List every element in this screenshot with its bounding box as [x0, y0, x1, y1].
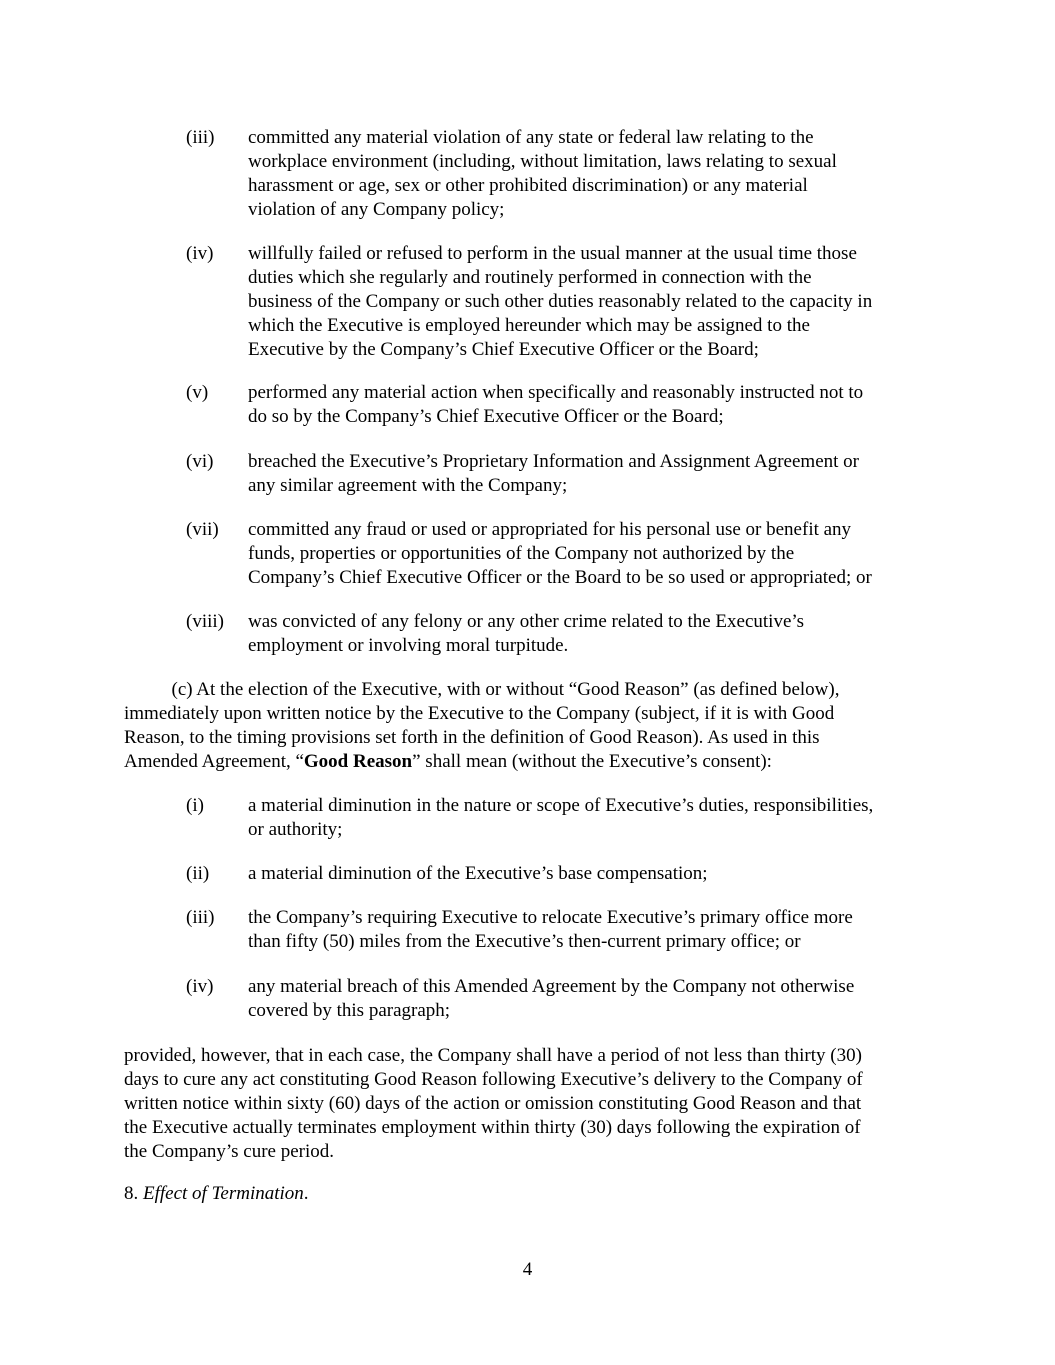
- list-text: a material diminution in the nature or scope of Executive’s duties, responsibilities, or authority;: [248, 795, 874, 840]
- list-number: (iv): [186, 976, 214, 997]
- section-title: Effect of Termination: [143, 1183, 304, 1204]
- paragraph-text: ” shall mean (without the Executive’s consent):: [412, 751, 772, 772]
- proviso-paragraph: provided, however, that in each case, the Company shall have a period of not less than thirty (30) days to cure any act constituting Good Reason following Executive’s delivery to the Company of written notice within sixty (60) days of the action or omission constituting Good Reason and that the Executive actually terminates employment within thirty (30) days following the expiration of the Company’s cure period.: [124, 1045, 863, 1162]
- list-number: (iv): [186, 243, 214, 264]
- page-number: 4: [522, 1259, 533, 1280]
- paragraph-c: [124, 678, 839, 774]
- list-text: performed any material action when specifically and reasonably instructed not to do so by the Company’s Chief Executive Officer or the Board;: [248, 382, 864, 427]
- list-text: breached the Executive’s Proprietary Information and Assignment Agreement or any similar agreement with the Company;: [248, 451, 859, 496]
- list-number: (v): [186, 382, 209, 403]
- list-number: (iii): [186, 907, 215, 928]
- list-text: a material diminution of the Executive’s base compensation;: [248, 863, 708, 884]
- list-text: willfully failed or refused to perform in the usual manner at the usual time those duties which she regularly and routinely performed in connection with the business of the Company or such other duties reasonably related to the capacity in which the Executive is employed hereunder which may be assigned to the Executive by the Company’s Chief Executive Officer or the Board;: [248, 243, 873, 360]
- list-number: (ii): [186, 863, 210, 884]
- list-text: committed any fraud or used or appropriated for his personal use or benefit any funds, properties or opportunities of the Company not authorized by the Company’s Chief Executive Officer or the Board to be so used or appropriated; or: [248, 519, 872, 588]
- defined-term: Good Reason: [303, 751, 413, 772]
- paragraph-text: (c) At the election of the Executive, with or without “Good Reason” (as defined below), immediately upon written notice by the Executive to the Company (subject, if it is with Good Reason, to the timing provisions set forth in the definition of Good Reason). As used in this Amended Agreement, “: [124, 679, 840, 772]
- section-number: 8.: [124, 1183, 143, 1204]
- list-text: the Company’s requiring Executive to relocate Executive’s primary office more than fifty (50) miles from the Executive’s then-current primary office; or: [248, 907, 853, 952]
- list-text: committed any material violation of any state or federal law relating to the workplace environment (including, without limitation, laws relating to sexual harassment or age, sex or other prohibited discrimination) or any material violation of any Company policy;: [248, 127, 837, 220]
- list-number: (vi): [186, 451, 214, 472]
- list-number: (i): [186, 795, 204, 816]
- list-number: (vii): [186, 519, 219, 540]
- list-text: was convicted of any felony or any other crime related to the Executive’s employment or involving moral turpitude.: [248, 611, 805, 656]
- section-punct: .: [303, 1183, 309, 1204]
- list-number: (iii): [186, 127, 215, 148]
- list-number: (viii): [186, 611, 224, 632]
- list-text: any material breach of this Amended Agreement by the Company not otherwise covered by this paragraph;: [248, 976, 855, 1021]
- section-heading: [124, 1182, 309, 1206]
